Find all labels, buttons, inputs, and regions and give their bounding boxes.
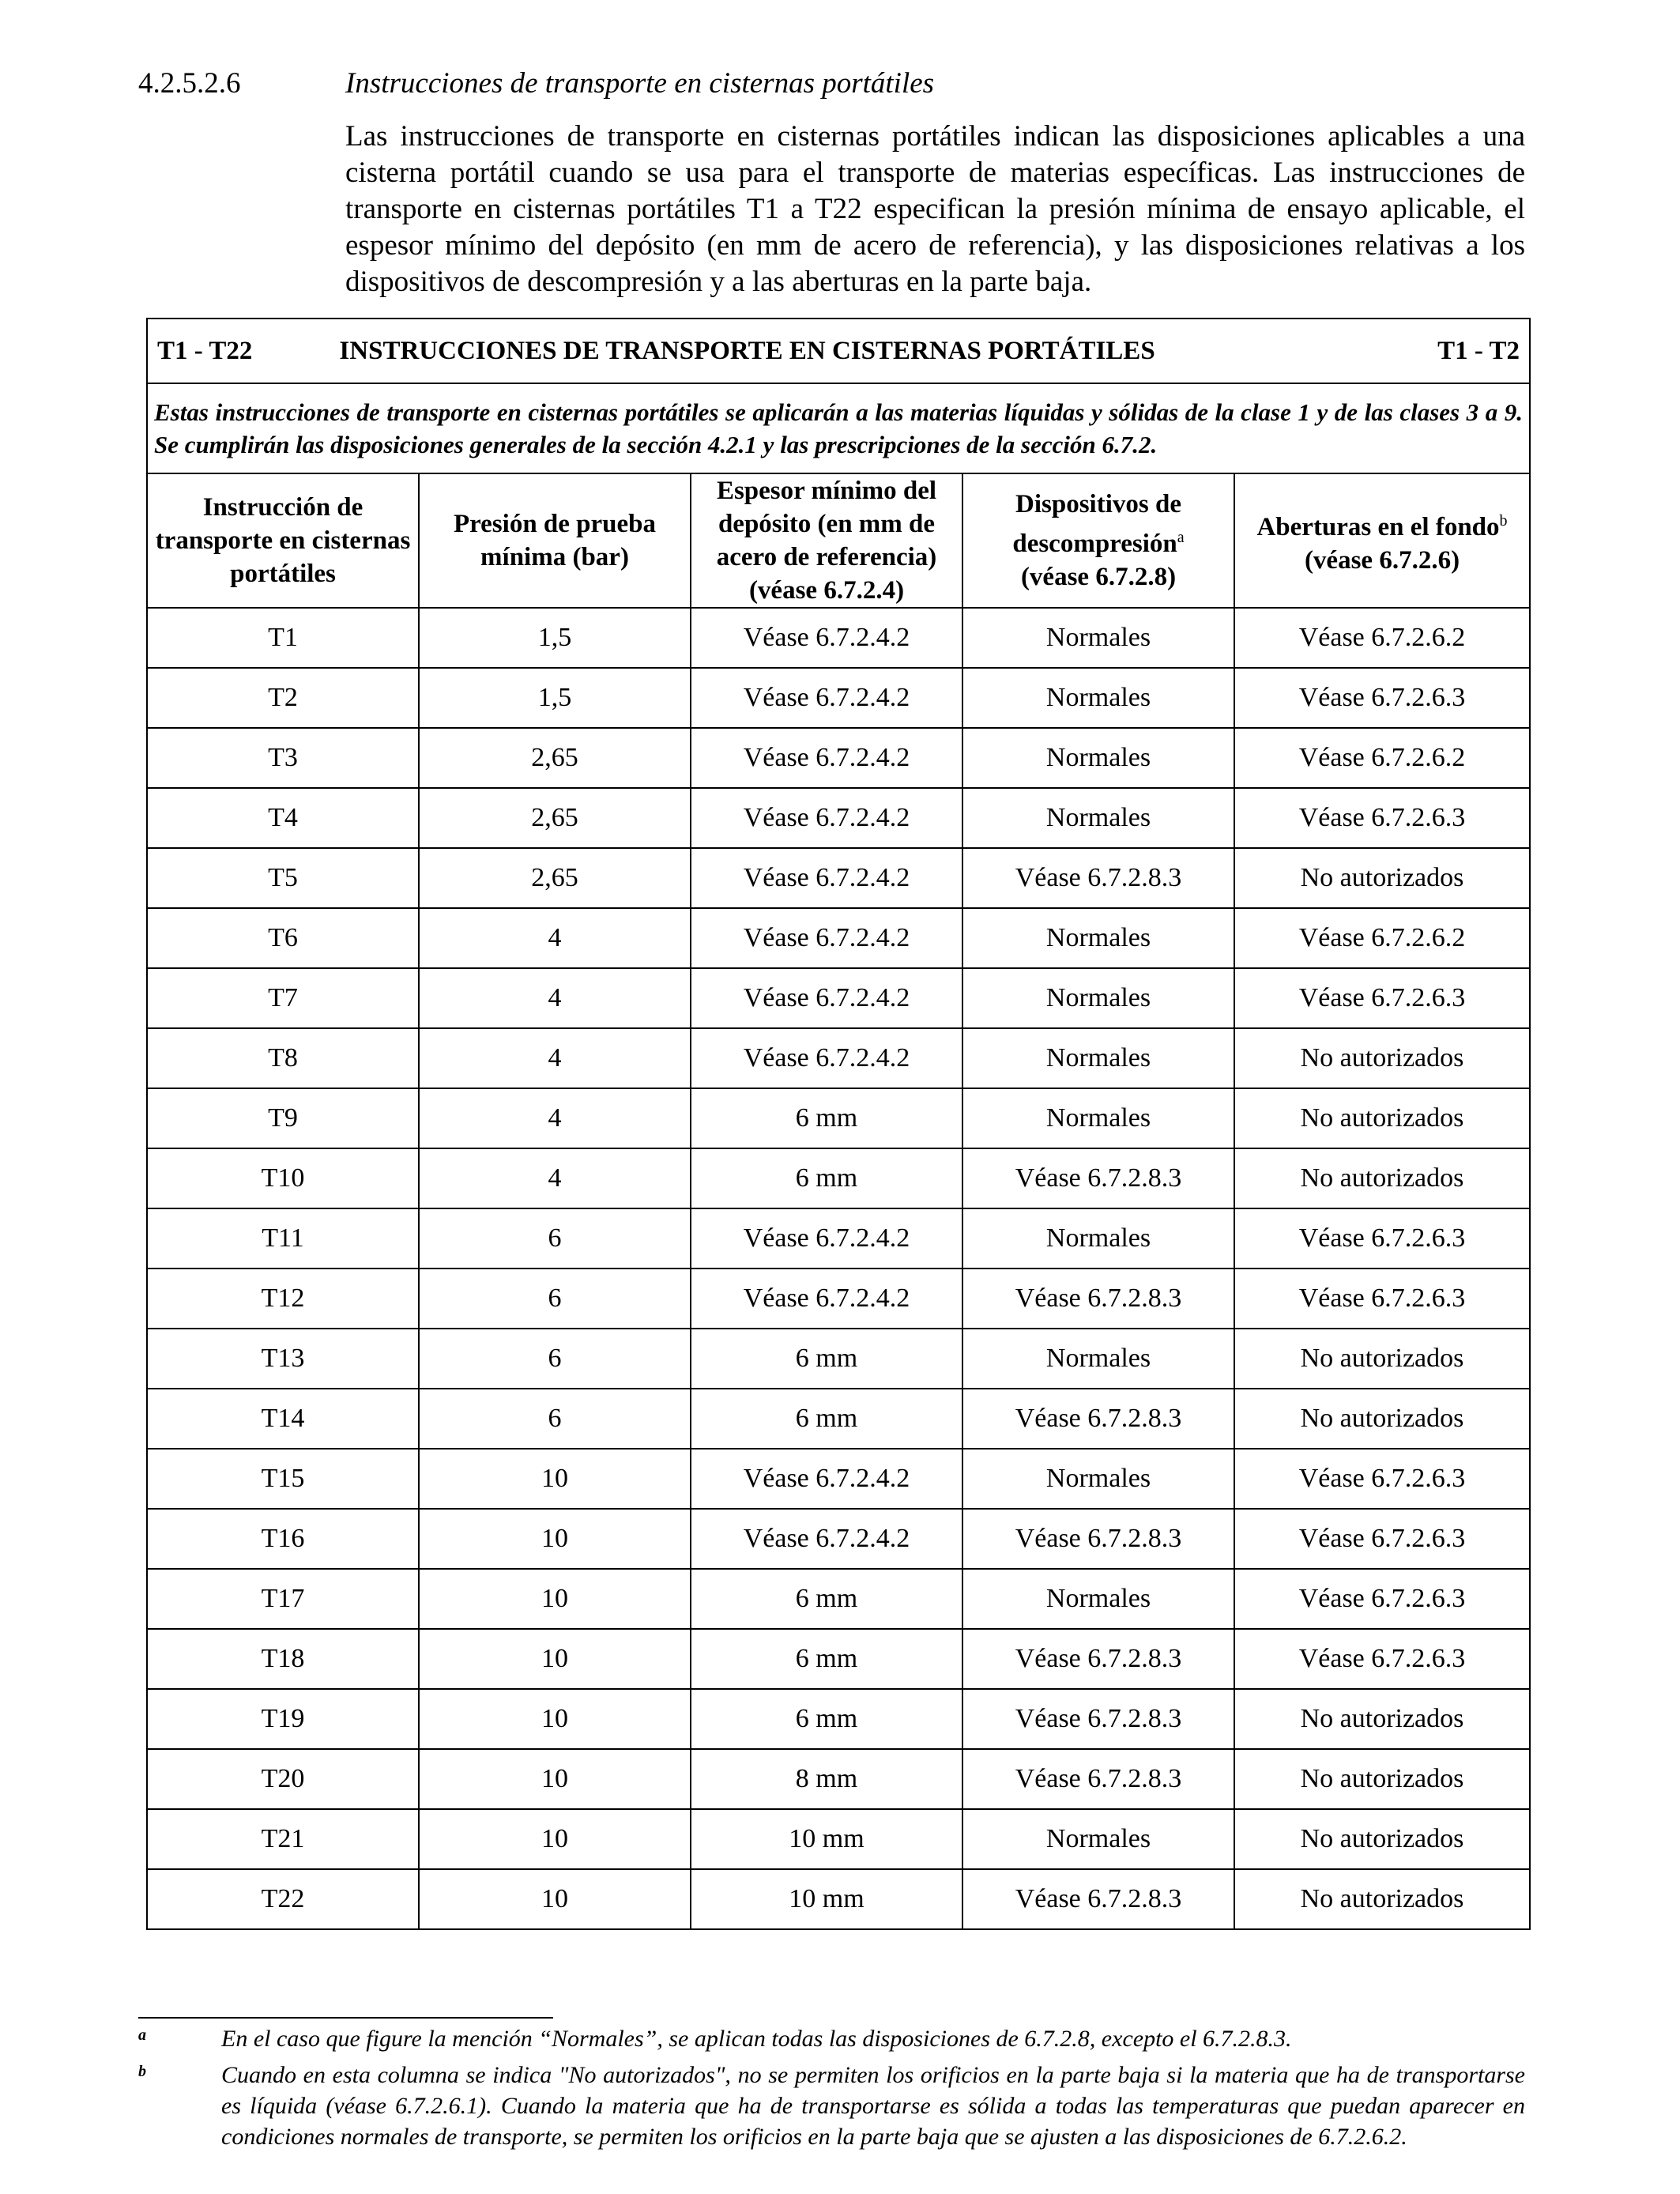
table-cell: T13 — [147, 1329, 419, 1389]
table-cell: Véase 6.7.2.8.3 — [962, 1389, 1234, 1449]
table-cell: 2,65 — [419, 788, 691, 848]
table-cell: No autorizados — [1234, 1088, 1530, 1148]
table-cell: Véase 6.7.2.6.3 — [1234, 668, 1530, 728]
table-cell: 10 — [419, 1809, 691, 1869]
transport-instructions-table — [146, 318, 1531, 1930]
table-cell: Normales — [962, 908, 1234, 968]
table-cell: Véase 6.7.2.6.3 — [1234, 1569, 1530, 1629]
table-cell: 10 — [419, 1509, 691, 1569]
table-row — [147, 1028, 1530, 1088]
table-row — [147, 1449, 1530, 1509]
table-cell: T14 — [147, 1389, 419, 1449]
table-cell: Véase 6.7.2.8.3 — [962, 1629, 1234, 1689]
table-cell: T21 — [147, 1809, 419, 1869]
column-header-row — [147, 473, 1530, 608]
table-row — [147, 1869, 1530, 1929]
table-row — [147, 608, 1530, 668]
table-cell: 2,65 — [419, 728, 691, 788]
table-cell: Normales — [962, 968, 1234, 1028]
table-cell: T11 — [147, 1208, 419, 1269]
table-row — [147, 1629, 1530, 1689]
table-cell: T1 — [147, 608, 419, 668]
footnote-b — [138, 2060, 1525, 2152]
table-code-right: T1 - T2 — [1437, 336, 1520, 365]
table-cell: Véase 6.7.2.8.3 — [962, 1869, 1234, 1929]
table-cell: 6 — [419, 1208, 691, 1269]
table-body — [147, 608, 1530, 1929]
table-cell: 6 mm — [691, 1088, 962, 1148]
table-cell: T10 — [147, 1148, 419, 1208]
table-cell: Normales — [962, 788, 1234, 848]
table-cell: No autorizados — [1234, 1809, 1530, 1869]
table-cell: T8 — [147, 1028, 419, 1088]
footnote-text: En el caso que figure la mención “Normales”, se aplican todas las disposiciones de 6.7.2.8, excepto el 6.7.2.8.3. — [221, 2026, 1292, 2052]
table-cell: No autorizados — [1234, 1869, 1530, 1929]
table-cell: Normales — [962, 1569, 1234, 1629]
table-cell: 10 — [419, 1629, 691, 1689]
table-cell: No autorizados — [1234, 1689, 1530, 1749]
table-cell: Véase 6.7.2.4.2 — [691, 968, 962, 1028]
table-cell: Normales — [962, 1809, 1234, 1869]
intro-paragraph: Las instrucciones de transporte en cisternas portátiles indican las disposiciones aplicables a una cisterna portátil cuando se usa para el transporte de materias específicas. Las instrucciones de transporte en cisternas portátiles T1 a T22 especifican la presión mínima de ensayo aplicable, el espesor mínimo del depósito (en mm de acero de referencia), y las disposiciones relativas a los dispositivos de descompresión y a las aberturas en la parte baja. — [345, 120, 1525, 298]
table-cell: T16 — [147, 1509, 419, 1569]
table-cell: 4 — [419, 968, 691, 1028]
table-cell: Véase 6.7.2.4.2 — [691, 848, 962, 908]
table-cell: T18 — [147, 1629, 419, 1689]
table-cell: T6 — [147, 908, 419, 968]
table-cell: Normales — [962, 728, 1234, 788]
table-note-row — [147, 383, 1530, 473]
table-cell: T20 — [147, 1749, 419, 1809]
table-cell: T9 — [147, 1088, 419, 1148]
table-cell: Véase 6.7.2.6.3 — [1234, 1449, 1530, 1509]
table-cell: Véase 6.7.2.4.2 — [691, 668, 962, 728]
table-cell: Normales — [962, 1329, 1234, 1389]
table-cell: 1,5 — [419, 608, 691, 668]
column-header: Presión de prueba mínima (bar) — [419, 473, 691, 608]
table-cell: Véase 6.7.2.8.3 — [962, 1749, 1234, 1809]
table-title-row — [147, 319, 1530, 383]
table-cell: 6 — [419, 1389, 691, 1449]
table-row — [147, 1569, 1530, 1629]
table-note: Estas instrucciones de transporte en cisternas portátiles se aplicarán a las materias líquidas y sólidas de la clase 1 y de las clases 3 a 9. Se cumplirán las disposiciones generales de la sección 4.2.1 y las prescripciones de la sección 6.7.2. — [147, 383, 1530, 473]
table-cell: Véase 6.7.2.4.2 — [691, 728, 962, 788]
table-row — [147, 908, 1530, 968]
table-cell: T3 — [147, 728, 419, 788]
table-row — [147, 788, 1530, 848]
table-code-left: T1 - T22 — [157, 336, 253, 365]
table-cell: 6 — [419, 1329, 691, 1389]
table-cell: T22 — [147, 1869, 419, 1929]
table-cell: T2 — [147, 668, 419, 728]
table-cell: T12 — [147, 1269, 419, 1329]
column-header: Dispositivos de descompresión$^a$ (véase 6.7.2.8) — [962, 473, 1234, 608]
table-cell: Véase 6.7.2.6.2 — [1234, 728, 1530, 788]
table-cell: 10 — [419, 1869, 691, 1929]
table-cell: 10 — [419, 1569, 691, 1629]
table-cell: No autorizados — [1234, 1148, 1530, 1208]
table-cell: No autorizados — [1234, 1028, 1530, 1088]
table-row — [147, 848, 1530, 908]
table-cell: 4 — [419, 908, 691, 968]
table-cell: 6 mm — [691, 1629, 962, 1689]
table-row — [147, 1509, 1530, 1569]
table-cell: Normales — [962, 608, 1234, 668]
table-cell: Véase 6.7.2.4.2 — [691, 1028, 962, 1088]
table-cell: T5 — [147, 848, 419, 908]
table-cell: No autorizados — [1234, 1749, 1530, 1809]
footnote-ref: a — [1177, 529, 1185, 546]
section-title: Instrucciones de transporte en cisternas portátiles — [345, 67, 935, 100]
table-cell: 6 mm — [691, 1689, 962, 1749]
table-cell: 6 mm — [691, 1569, 962, 1629]
table-cell: Véase 6.7.2.8.3 — [962, 1689, 1234, 1749]
table-cell: T4 — [147, 788, 419, 848]
table-cell: Véase 6.7.2.8.3 — [962, 1148, 1234, 1208]
table-cell: No autorizados — [1234, 1389, 1530, 1449]
footnote-mark: b — [138, 2063, 146, 2080]
table-row — [147, 668, 1530, 728]
footnote-a — [138, 2023, 1525, 2054]
table-cell: Véase 6.7.2.6.3 — [1234, 968, 1530, 1028]
table-cell: Véase 6.7.2.6.2 — [1234, 608, 1530, 668]
table-cell: Véase 6.7.2.6.2 — [1234, 908, 1530, 968]
table-cell: 6 mm — [691, 1329, 962, 1389]
table-cell: T7 — [147, 968, 419, 1028]
table-row — [147, 1749, 1530, 1809]
footnote-mark: a — [138, 2026, 146, 2044]
table-cell: Véase 6.7.2.6.3 — [1234, 1629, 1530, 1689]
table-row — [147, 1389, 1530, 1449]
table-cell: Véase 6.7.2.4.2 — [691, 1449, 962, 1509]
table-cell: No autorizados — [1234, 1329, 1530, 1389]
table-row — [147, 1088, 1530, 1148]
section-number: 4.2.5.2.6 — [138, 67, 241, 100]
table-cell: Normales — [962, 1088, 1234, 1148]
table-row — [147, 1809, 1530, 1869]
table-cell: 6 mm — [691, 1389, 962, 1449]
table-cell: 1,5 — [419, 668, 691, 728]
table-cell: Véase 6.7.2.8.3 — [962, 848, 1234, 908]
table-cell: Véase 6.7.2.4.2 — [691, 1269, 962, 1329]
table-cell: 8 mm — [691, 1749, 962, 1809]
table-cell: 6 — [419, 1269, 691, 1329]
table-cell: Véase 6.7.2.4.2 — [691, 1208, 962, 1269]
table-cell: T17 — [147, 1569, 419, 1629]
table-row — [147, 728, 1530, 788]
table-cell: Normales — [962, 668, 1234, 728]
table-cell: Véase 6.7.2.6.3 — [1234, 1509, 1530, 1569]
table-cell: 4 — [419, 1148, 691, 1208]
footnote-divider — [138, 2017, 553, 2019]
table-cell: Normales — [962, 1449, 1234, 1509]
table-cell: 10 — [419, 1689, 691, 1749]
footnote-ref: b — [1499, 512, 1508, 530]
table-cell: Normales — [962, 1208, 1234, 1269]
table-cell: 10 — [419, 1749, 691, 1809]
table-row — [147, 1208, 1530, 1269]
table-cell: 4 — [419, 1028, 691, 1088]
table-cell: Véase 6.7.2.4.2 — [691, 788, 962, 848]
table-cell: 2,65 — [419, 848, 691, 908]
column-header: Espesor mínimo del depósito (en mm de acero de referencia) (véase 6.7.2.4) — [691, 473, 962, 608]
table-row — [147, 1689, 1530, 1749]
table-row — [147, 1148, 1530, 1208]
table-cell: Véase 6.7.2.6.3 — [1234, 1269, 1530, 1329]
table-cell: 6 mm — [691, 1148, 962, 1208]
table-cell: 4 — [419, 1088, 691, 1148]
table-cell: T19 — [147, 1689, 419, 1749]
column-header: Aberturas en el fondo$^b$ (véase 6.7.2.6) — [1234, 473, 1530, 608]
table-cell: Véase 6.7.2.4.2 — [691, 608, 962, 668]
table-cell: Véase 6.7.2.8.3 — [962, 1509, 1234, 1569]
table-cell: T15 — [147, 1449, 419, 1509]
table-cell: 10 mm — [691, 1809, 962, 1869]
table-row — [147, 1269, 1530, 1329]
table-cell: Véase 6.7.2.6.3 — [1234, 1208, 1530, 1269]
table-cell: Véase 6.7.2.4.2 — [691, 1509, 962, 1569]
table-cell: 10 mm — [691, 1869, 962, 1929]
table-cell: Normales — [962, 1028, 1234, 1088]
table-row — [147, 1329, 1530, 1389]
table-cell: No autorizados — [1234, 848, 1530, 908]
footnote-text: Cuando en esta columna se indica "No autorizados", no se permiten los orificios en la parte baja si la materia que ha de transportarse es líquida (véase 6.7.2.6.1). Cuando la materia que ha de transportarse es sólida a todas las temperaturas que puedan aparecer en condiciones normales de transporte, se permiten los orificios en la parte baja que se ajusten a las disposiciones de 6.7.2.6.2. — [221, 2062, 1525, 2150]
column-header: Instrucción de transporte en cisternas portátiles — [147, 473, 419, 608]
table-cell: Véase 6.7.2.8.3 — [962, 1269, 1234, 1329]
table-title: INSTRUCCIONES DE TRANSPORTE EN CISTERNAS PORTÁTILES — [339, 336, 1155, 365]
table-cell: Véase 6.7.2.6.3 — [1234, 788, 1530, 848]
table-row — [147, 968, 1530, 1028]
table-cell: 10 — [419, 1449, 691, 1509]
table-cell: Véase 6.7.2.4.2 — [691, 908, 962, 968]
